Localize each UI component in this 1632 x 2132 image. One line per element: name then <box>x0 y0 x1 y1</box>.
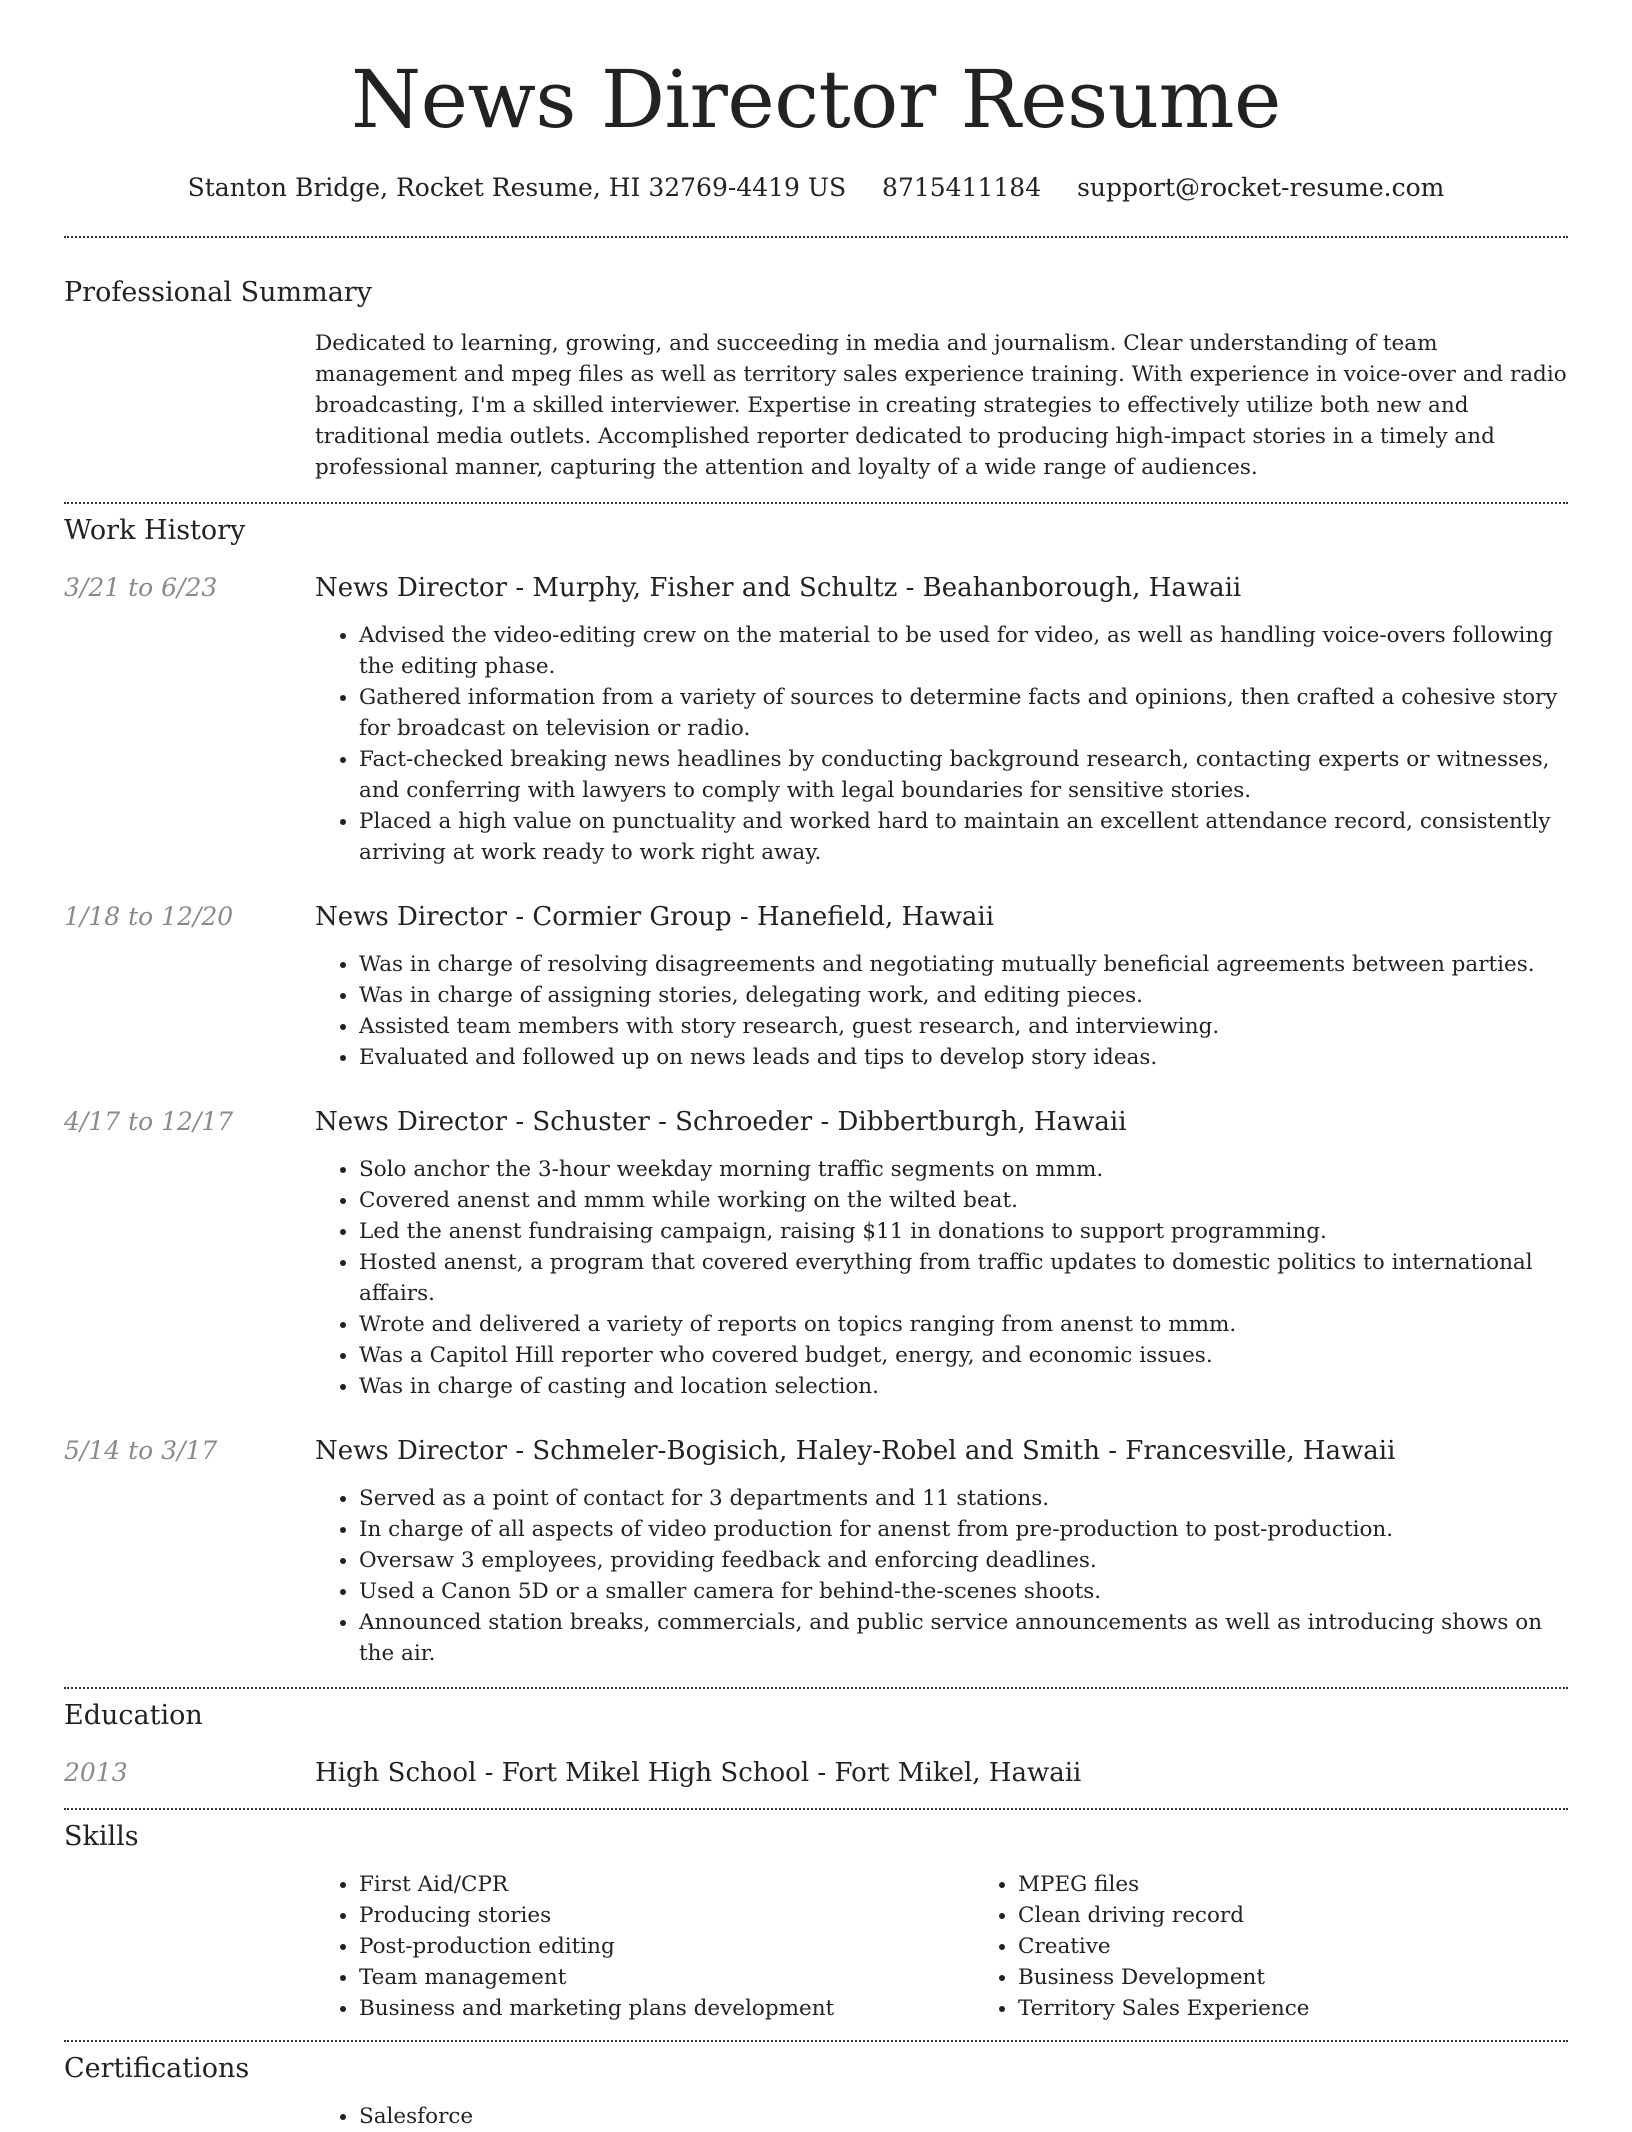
job-heading: News Director - Schmeler-Bogisich, Haley-Robel and Smith - Francesville, Hawaii <box>315 1436 1396 1466</box>
job-bullet: • Oversaw 3 employees, providing feedback and enforcing deadlines. <box>359 1545 1568 1576</box>
job-dates: 5/14 to 3/17 <box>64 1436 218 1465</box>
skills-column-right <box>974 1869 1632 2024</box>
contact-email: support@rocket-resume.com <box>1077 173 1445 202</box>
skill-item: • Business Development <box>1018 1962 1632 1993</box>
job-bullet: • Placed a high value on punctuality and worked hard to maintain an excellent attendance record, consistently arriving at work ready to work right away. <box>359 806 1568 868</box>
job-bullet: • Gathered information from a variety of sources to determine facts and opinions, then crafted a cohesive story for broadcast on television or radio. <box>359 682 1568 744</box>
job-bullet: • Solo anchor the 3-hour weekday morning traffic segments on mmm. <box>359 1154 1568 1185</box>
skill-item: • Business and marketing plans development <box>359 1993 974 2024</box>
job-bullet: • Used a Canon 5D or a smaller camera for behind-the-scenes shoots. <box>359 1576 1568 1607</box>
divider <box>64 1808 1568 1810</box>
resume-title: News Director Resume <box>351 53 1281 146</box>
job-bullet: • Covered anenst and mmm while working on the wilted beat. <box>359 1185 1568 1216</box>
education-year: 2013 <box>64 1758 128 1787</box>
job-bullet: • Was in charge of casting and location selection. <box>359 1371 1568 1402</box>
job-bullet: • Was a Capitol Hill reporter who covered budget, energy, and economic issues. <box>359 1340 1568 1371</box>
skills-column-left <box>315 1869 974 2024</box>
section-title-certifications: Certifications <box>64 2053 250 2084</box>
job-bullet: • Wrote and delivered a variety of reports on topics ranging from anenst to mmm. <box>359 1309 1568 1340</box>
job-bullet: • Led the anenst fundraising campaign, raising $11 in donations to support programming. <box>359 1216 1568 1247</box>
divider <box>64 236 1568 238</box>
section-title-work-history: Work History <box>64 515 246 546</box>
skill-item: • Team management <box>359 1962 974 1993</box>
job-bullet: • Was in charge of assigning stories, delegating work, and editing pieces. <box>359 980 1568 1011</box>
resume-page <box>64 0 1568 2132</box>
job-entry <box>64 1434 1568 1669</box>
job-entry <box>64 900 1568 1073</box>
job-dates: 4/17 to 12/17 <box>64 1107 234 1136</box>
divider <box>64 2040 1568 2042</box>
job-bullet: • Advised the video-editing crew on the material to be used for video, as well as handling voice-overs following the editing phase. <box>359 620 1568 682</box>
divider <box>64 502 1568 504</box>
contact-phone: 8715411184 <box>882 173 1042 202</box>
job-dates: 1/18 to 12/20 <box>64 902 234 931</box>
job-bullet: • Was in charge of resolving disagreements and negotiating mutually beneficial agreements between parties. <box>359 949 1568 980</box>
job-entry <box>64 571 1568 868</box>
job-bullet: • Fact-checked breaking news headlines by conducting background research, contacting experts or witnesses, and conferring with lawyers to comply with legal boundaries for sensitive stories. <box>359 744 1568 806</box>
divider <box>64 1687 1568 1689</box>
job-bullet: • Hosted anenst, a program that covered everything from traffic updates to domestic politics to international affairs. <box>359 1247 1568 1309</box>
job-bullet: • Served as a point of contact for 3 departments and 11 stations. <box>359 1483 1568 1514</box>
job-bullets <box>315 620 1568 868</box>
summary-text: Dedicated to learning, growing, and succeeding in media and journalism. Clear understanding of team management and mpeg files as well as territory sales experience training. With experience in voice-over and radio broadcasting, I'm a skilled interviewer. Expertise in creating strategies to effectively utilize both new and traditional media outlets. Accomplished reporter dedicated to producing high-impact stories in a timely and professional manner, capturing the attention and loyalty of a wide range of audiences. <box>315 331 1567 480</box>
job-heading: News Director - Schuster - Schroeder - Dibbertburgh, Hawaii <box>315 1107 1127 1137</box>
skill-item: • Producing stories <box>359 1900 974 1931</box>
skill-item: • MPEG files <box>1018 1869 1632 1900</box>
job-bullet: • Evaluated and followed up on news leads and tips to develop story ideas. <box>359 1042 1568 1073</box>
education-heading: High School - Fort Mikel High School - Fort Mikel, Hawaii <box>315 1758 1082 1788</box>
job-dates: 3/21 to 6/23 <box>64 573 218 602</box>
skill-item: • Post-production editing <box>359 1931 974 1962</box>
job-heading: News Director - Cormier Group - Hanefield, Hawaii <box>315 902 995 932</box>
section-title-summary: Professional Summary <box>64 277 372 308</box>
job-bullet: • Assisted team members with story research, guest research, and interviewing. <box>359 1011 1568 1042</box>
skill-item: • Creative <box>1018 1931 1632 1962</box>
job-heading: News Director - Murphy, Fisher and Schultz - Beahanborough, Hawaii <box>315 573 1242 603</box>
contact-line <box>64 172 1568 204</box>
section-title-education: Education <box>64 1700 203 1731</box>
skill-item: • Clean driving record <box>1018 1900 1632 1931</box>
job-bullets <box>315 1154 1568 1402</box>
section-title-skills: Skills <box>64 1821 139 1852</box>
contact-address: Stanton Bridge, Rocket Resume, HI 32769-4419 US <box>187 173 847 202</box>
job-bullet: • Announced station breaks, commercials, and public service announcements as well as introducing shows on the air. <box>359 1607 1568 1669</box>
skill-item: • Territory Sales Experience <box>1018 1993 1632 2024</box>
certification-item: • Salesforce <box>359 2101 1568 2132</box>
job-bullets <box>315 949 1568 1073</box>
skill-item: • First Aid/CPR <box>359 1869 974 1900</box>
education-entry <box>64 1756 1568 1790</box>
job-bullet: • In charge of all aspects of video production for anenst from pre-production to post-production. <box>359 1514 1568 1545</box>
skills-list <box>315 1869 1568 2024</box>
job-entry <box>64 1105 1568 1402</box>
job-bullets <box>315 1483 1568 1669</box>
certifications-list <box>315 2101 1568 2132</box>
